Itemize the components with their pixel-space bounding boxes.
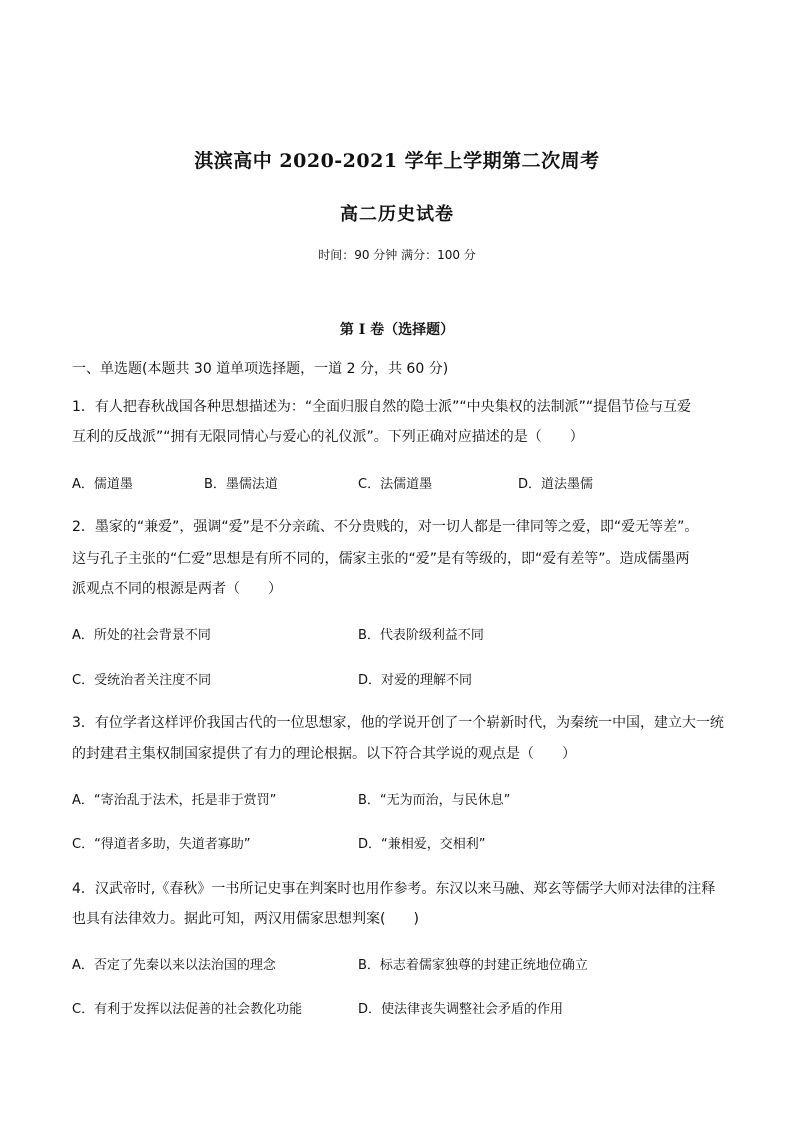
exam-subtitle: 高二历史试卷 [340,204,454,225]
question-line: 互利的反战派”“拥有无限同情心与爱心的礼仪派”。下列正确对应描述的是（ ） [72,429,584,445]
option-a: A．否定了先秦以来以法治国的理念 [72,958,276,973]
option-c: C．受统治者关注度不同 [72,673,212,688]
exam-title: 淇滨高中 2020-2021 学年上学期第二次周考 [194,150,600,172]
question-line: 1．有人把春秋战国各种思想描述为：“全面归服自然的隐士派”“中央集权的法制派”“提倡节俭与互爱 [72,399,692,415]
question-line: 的封建君主集权制国家提供了有力的理论根据。以下符合其学说的观点是（ ） [72,746,576,762]
option-b: B．代表阶级利益不同 [358,628,484,643]
option-c: C．“得道者多助，失道者寡助” [72,837,251,852]
option-d: D．使法律丧失调整社会矛盾的作用 [358,1002,564,1017]
option-a: A．儒道墨 [72,477,133,492]
exam-meta: 时间：90 分钟 满分：100 分 [318,248,476,262]
option-d: D．“兼相爱，交相利” [358,837,486,852]
section-instruction: 一、单选题(本题共 30 道单项选择题，一道 2 分，共 60 分) [72,361,449,377]
question-line: 3．有位学者这样评价我国古代的一位思想家，他的学说开创了一个崭新时代，为秦统一中国，建立大一统 [72,715,724,731]
option-b: B．墨儒法道 [204,477,278,492]
option-b: B．“无为而治，与民休息” [358,793,511,808]
option-d: D．道法墨儒 [518,477,594,492]
question-line: 这与孔子主张的“仁爱”思想是有所不同的，儒家主张的“爱”是有等级的，即“爱有差等”。造成儒墨两 [72,551,690,567]
option-b: B．标志着儒家独尊的封建正统地位确立 [358,958,588,973]
question-line: 也具有法律效力。据此可知，两汉用儒家思想判案( ) [72,911,419,927]
option-d: D．对爱的理解不同 [358,673,473,688]
section-title: 第 I 卷（选择题） [339,322,455,338]
option-a: A．所处的社会背景不同 [72,628,211,643]
option-c: C．有利于发挥以法促善的社会教化功能 [72,1002,303,1017]
option-c: C．法儒道墨 [358,477,433,492]
question-line: 2．墨家的“兼爱”，强调“爱”是不分亲疏、不分贵贱的，对一切人都是一律同等之爱，即“爱无等差”。 [72,519,699,535]
option-a: A．“寄治乱于法术，托是非于赏罚” [72,793,277,808]
question-line: 派观点不同的根源是两者（ ） [72,581,282,597]
question-line: 4．汉武帝时,《春秋》一书所记史事在判案时也用作参考。东汉以来马融、郑玄等儒学大师对法律的注释 [72,881,716,897]
